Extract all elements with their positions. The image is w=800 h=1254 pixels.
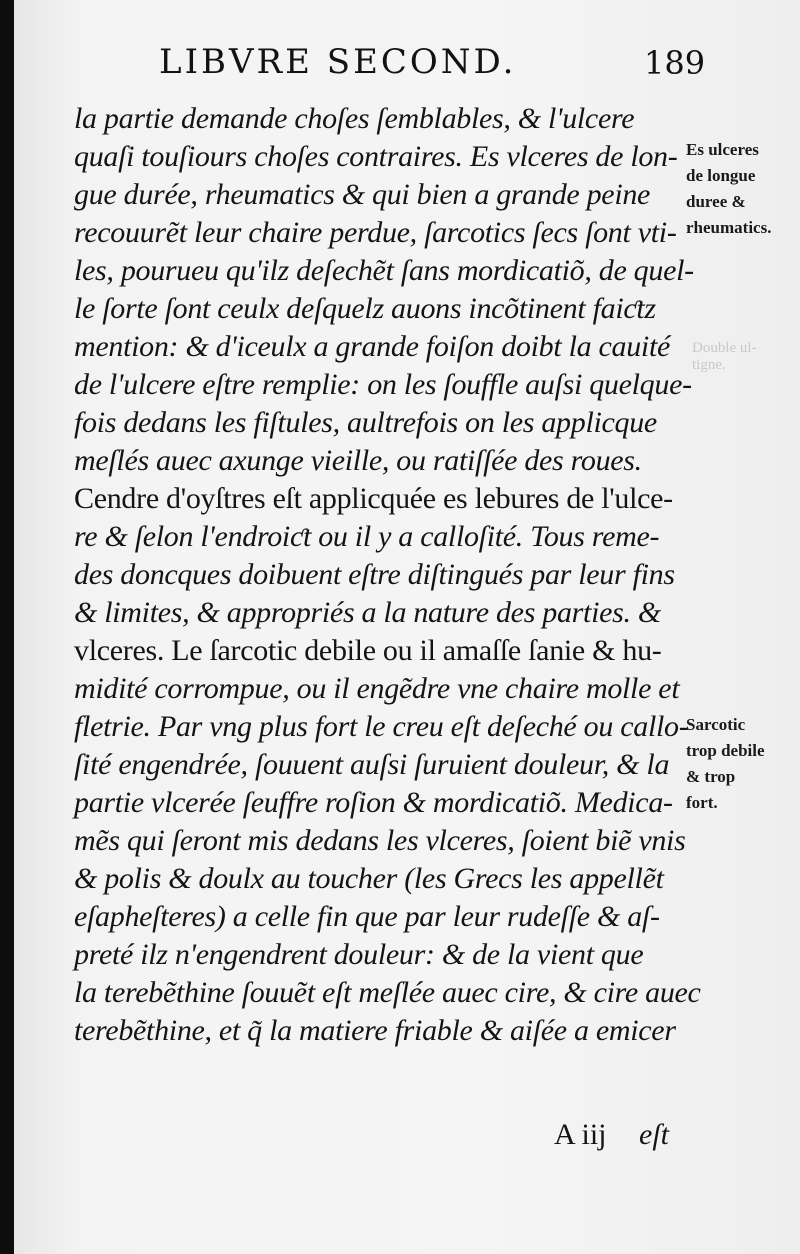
running-head: LIBVRE SECOND. bbox=[159, 42, 517, 82]
text-line: & limites, & appropriés a la nature des parties. & bbox=[74, 596, 661, 629]
signature-mark: A iij bbox=[554, 1118, 607, 1151]
text-line: preté ilz n'engendrent douleur: & de la vient que bbox=[74, 938, 644, 971]
margin-note-line: trop debile bbox=[686, 741, 765, 760]
text-line: meſlés auec axunge vieille, ou ratiſſée des roues. bbox=[74, 444, 642, 477]
text-line: partie vlcerée ſeuffre roſion & mordicatiõ. Medica- bbox=[74, 786, 673, 819]
bleed-through-line: tigne. bbox=[692, 357, 726, 373]
text-line: les, pourueu qu'ilz deſechẽt ſans mordicatiõ, de quel- bbox=[74, 254, 694, 287]
text-line: vlceres. Le ſarcotic debile ou il amaſſe ſanie & hu- bbox=[74, 634, 662, 667]
margin-note bbox=[686, 137, 800, 241]
text-line: fletrie. Par vng plus fort le creu eſt deſeché ou callo- bbox=[74, 710, 689, 743]
text-line: mention: & d'iceulx a grande foiſon doibt la cauité bbox=[74, 330, 671, 363]
text-line: la terebẽthine ſouuẽt eſt meſlée auec cire, & cire auec bbox=[74, 976, 701, 1009]
text-line: Cendre d'oyſtres eſt applicquée es lebures de l'ulce- bbox=[74, 482, 673, 515]
catchword: eſt bbox=[639, 1118, 669, 1151]
text-line: quaſi touſiours choſes contraires. Es vlceres de lon- bbox=[74, 140, 678, 173]
margin-note-line: fort. bbox=[686, 793, 718, 812]
text-line: recouurẽt leur chaire perdue, ſarcotics ſecs ſont vti- bbox=[74, 216, 677, 249]
text-line: fois dedans les fiſtules, aultrefois on les applicque bbox=[74, 406, 657, 439]
text-line: & polis & doulx au toucher (les Grecs les appellẽt bbox=[74, 862, 664, 895]
bleed-through-text bbox=[692, 340, 800, 420]
text-line: mẽs qui ſeront mis dedans les vlceres, ſoient biẽ vnis bbox=[74, 824, 686, 857]
text-block bbox=[74, 100, 701, 1050]
margin-note-line: & trop bbox=[686, 767, 736, 786]
text-line: des doncques doibuent eſtre diſtingués par leur fins bbox=[74, 558, 675, 591]
margin-note bbox=[686, 712, 800, 816]
text-line: eſapheſteres) a celle fin que par leur rudeſſe & aſ- bbox=[74, 900, 660, 933]
text-line: re & ſelon l'endroiƈt ou il y a calloſité. Tous reme- bbox=[74, 520, 660, 553]
page-footer bbox=[554, 1118, 684, 1158]
margin-note-line: de longue bbox=[686, 166, 756, 185]
bleed-through-line: Double ul- bbox=[692, 340, 757, 356]
page-header bbox=[159, 42, 719, 92]
text-line: terebẽthine, et q̃ la matiere friable & aiſée a emicer bbox=[74, 1014, 676, 1047]
text-line: de l'ulcere eſtre remplie: on les ſouffle auſsi quelque- bbox=[74, 368, 692, 401]
text-line: midité corrompue, ou il engẽdre vne chaire molle et bbox=[74, 672, 680, 705]
page-number: 189 bbox=[644, 44, 706, 82]
text-line: gue durée, rheumatics & qui bien a grande peine bbox=[74, 178, 651, 211]
paper-sheet bbox=[14, 0, 800, 1254]
text-line: ſité engendrée, ſouuent auſsi ſuruient douleur, & la bbox=[74, 748, 670, 781]
margin-note-line: rheumatics. bbox=[686, 218, 772, 237]
margin-note-line: Es ulceres bbox=[686, 140, 759, 159]
margin-note-line: duree & bbox=[686, 192, 746, 211]
margin-note-line: Sarcotic bbox=[686, 715, 746, 734]
text-line: la partie demande choſes ſemblables, & l'ulcere bbox=[74, 102, 635, 135]
text-line: le ſorte ſont ceulx deſquelz auons incõtinent faiƈtz bbox=[74, 292, 656, 325]
